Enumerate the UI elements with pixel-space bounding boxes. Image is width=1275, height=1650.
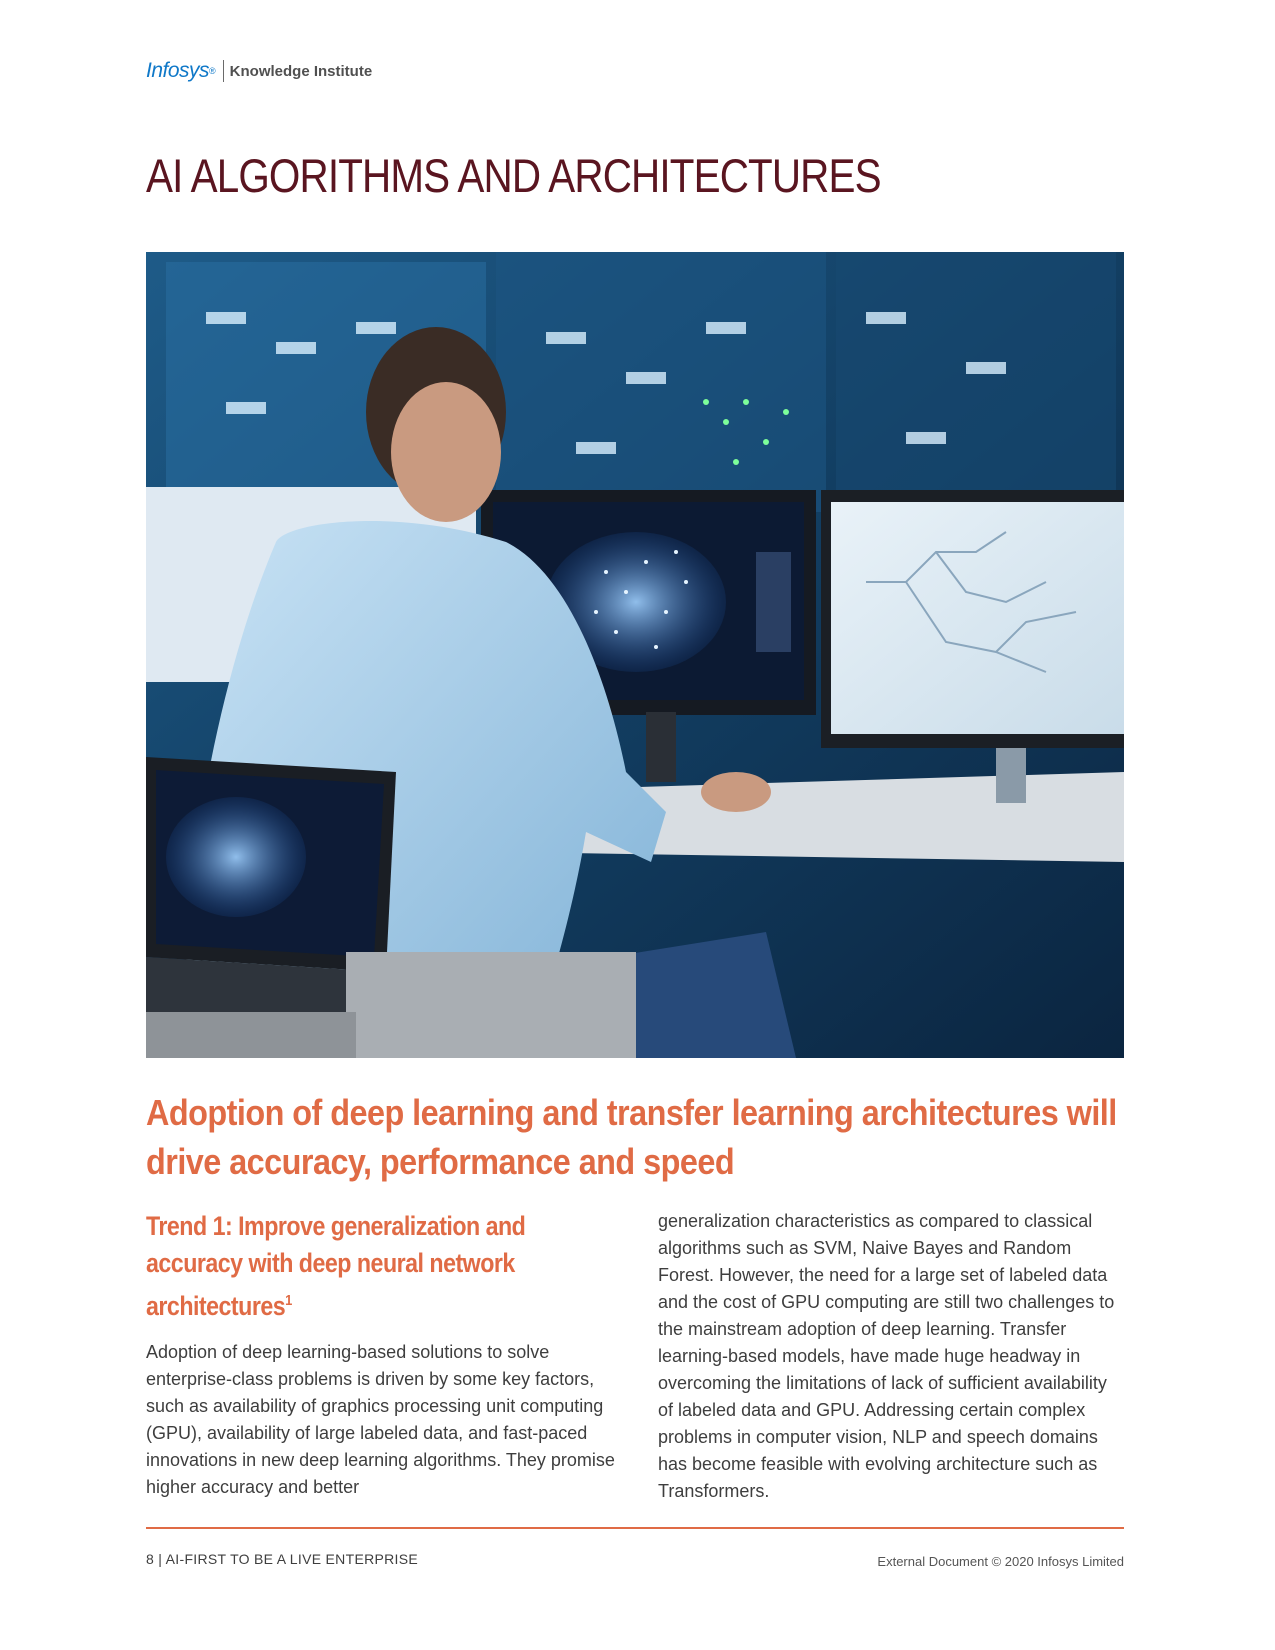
section-headline: Adoption of deep learning and transfer learning architectures will drive accuracy, performance and speed xyxy=(146,1092,1117,1182)
page-title: AI ALGORITHMS AND ARCHITECTURES xyxy=(146,149,881,202)
trend-heading xyxy=(146,1208,610,1325)
footer-divider xyxy=(146,1527,1124,1529)
footer-separator: | xyxy=(158,1551,163,1567)
hero-photo xyxy=(146,252,1124,1058)
photo-icon xyxy=(146,252,1124,1058)
footer-publication xyxy=(146,1551,418,1567)
page-number: 8 xyxy=(146,1551,155,1567)
right-column xyxy=(658,1208,1126,1505)
footnote-ref: 1 xyxy=(285,1292,292,1309)
logo-divider xyxy=(223,60,224,82)
logo-registered-mark: ® xyxy=(209,66,216,76)
logo-brand: Infosys xyxy=(146,59,210,82)
publication-title: AI-FIRST TO BE A LIVE ENTERPRISE xyxy=(165,1551,418,1567)
body-text-left: Adoption of deep learning-based solutions to solve enterprise-class problems is driven by some key factors, such as availability of graphics processing unit computing (GPU), availability of large labeled data, and fast-paced innovations in new deep learning algorithms. They promise higher accuracy and better xyxy=(146,1342,615,1497)
body-text-right: generalization characteristics as compared to classical algorithms such as SVM, Naive Bayes and Random Forest. However, the need for a large set of labeled data and the cost of GPU computing are still two challenges to the mainstream adoption of deep learning. Transfer learning-based models, have made huge headway in overcoming the limitations of lack of sufficient availability of labeled data and GPU. Addressing certain complex problems in computer vision, NLP and speech domains has become feasible with evolving architecture such as Transformers. xyxy=(658,1211,1115,1501)
logo-subtitle: Knowledge Institute xyxy=(229,62,373,80)
footer-copyright: External Document © 2020 Infosys Limited xyxy=(877,1554,1124,1569)
infosys-logo xyxy=(146,56,372,86)
left-column xyxy=(146,1208,616,1501)
trend-heading-text: Trend 1: Improve generalization and accuracy with deep neural network architectures xyxy=(146,1211,526,1321)
